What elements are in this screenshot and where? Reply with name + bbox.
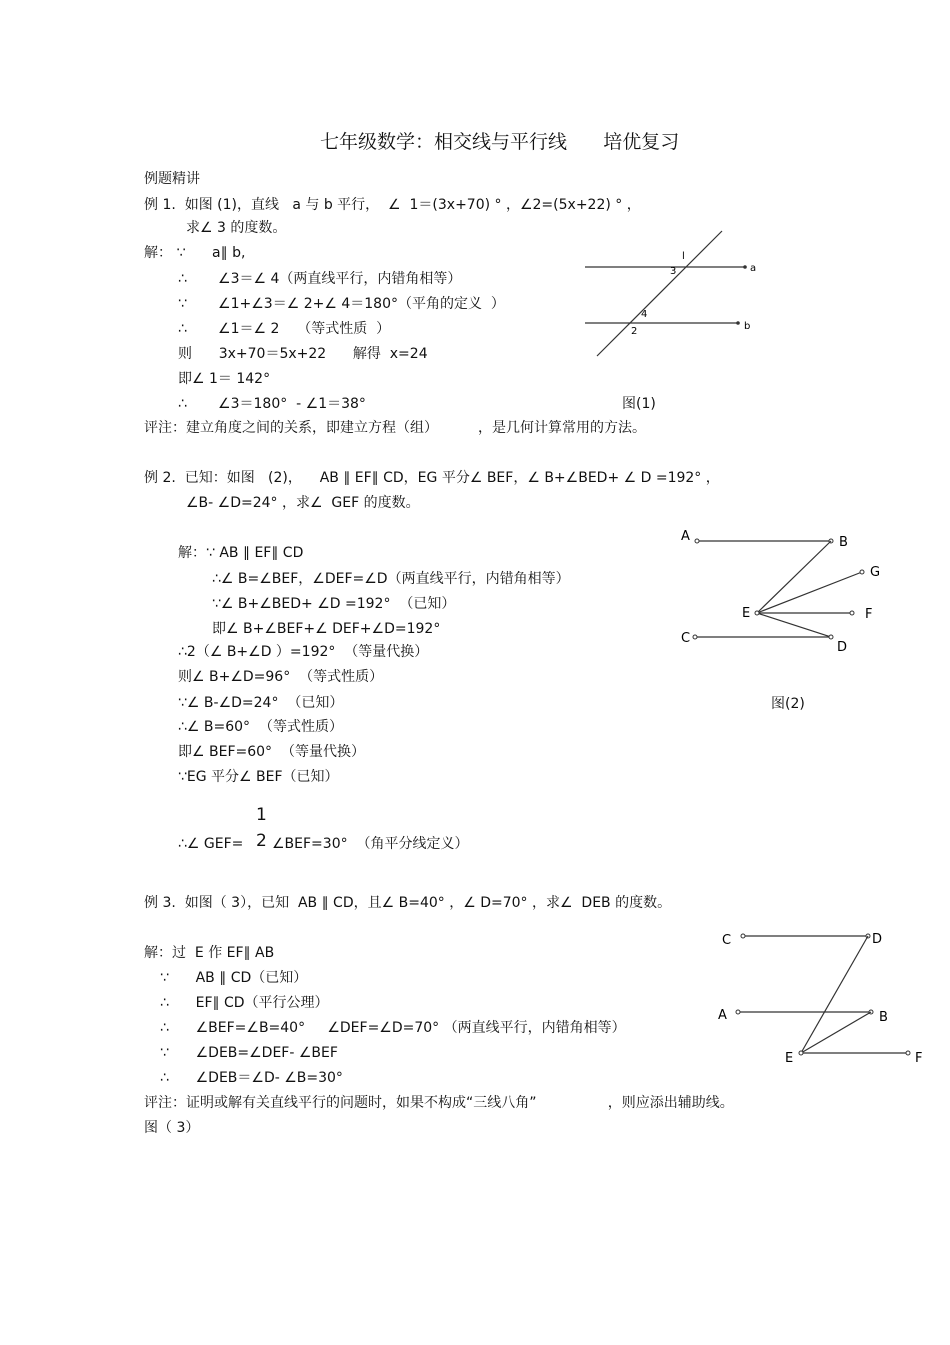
point-A-label: A xyxy=(718,1008,727,1023)
ex1-solution-line: ∵ ∠1+∠3＝∠ 2+∠ 4＝180°（平角的定义 ） xyxy=(178,296,505,312)
ex2-solution-line: ∵∠ B+∠BED+ ∠D =192° （已知） xyxy=(212,596,456,612)
point-D-label: D xyxy=(872,932,883,947)
figure-1 xyxy=(580,228,770,363)
point-F-label: F xyxy=(865,607,873,622)
ex2-solution-line: 即∠ B+∠BEF+∠ DEF+∠D=192° xyxy=(212,621,441,637)
fraction-bar xyxy=(252,826,268,827)
section-heading: 例题精讲 xyxy=(144,171,200,187)
angle-4-label: 4 xyxy=(641,309,648,320)
line-b-label: b xyxy=(744,321,751,332)
point-F-label: F xyxy=(915,1051,923,1066)
ex3-solution-line: ∴ ∠BEF=∠B=40° ∠DEF=∠D=70° （两直线平行，内错角相等） xyxy=(160,1020,626,1036)
ex2-gef-result: ∠BEF=30° （角平分线定义） xyxy=(272,836,469,852)
ex1-solution-line: 解： ∵ a∥ b, xyxy=(144,245,246,261)
point-E-label: E xyxy=(785,1051,794,1066)
ex2-solution-line: 则∠ B+∠D=96° （等式性质） xyxy=(178,669,384,685)
point-G-label: G xyxy=(870,565,881,580)
ex2-solution-line: ∴∠ B=∠BEF，∠DEF=∠D（两直线平行，内错角相等） xyxy=(212,571,570,587)
ex1-question-line2: 求∠ 3 的度数。 xyxy=(186,220,287,236)
point-A-label: A xyxy=(681,529,690,544)
ex2-solution-line: ∵EG 平分∠ BEF（已知） xyxy=(178,769,339,785)
figure-2 xyxy=(675,522,890,662)
line-a-label: a xyxy=(750,263,757,274)
page-title: 七年级数学：相交线与平行线 培优复习 xyxy=(320,131,680,153)
point-B-label: B xyxy=(839,535,848,550)
figure-2-caption: 图(2) xyxy=(771,696,805,712)
point-E-label: E xyxy=(742,606,751,621)
figure-3 xyxy=(712,922,937,1067)
ex3-solution-line: ∴ ∠DEB＝∠D- ∠B=30° xyxy=(160,1070,343,1086)
figure-3-caption: 图（ 3） xyxy=(144,1120,200,1136)
ex1-question-line1: 例 1. 如图 (1)，直线 a 与 b 平行， ∠ 1＝(3x+70) ° ，∠2=(5x+22) ° ， xyxy=(144,197,641,213)
ex3-solution-line: ∵ ∠DEB=∠DEF- ∠BEF xyxy=(160,1045,338,1061)
angle-2-label: 2 xyxy=(631,326,638,337)
ex2-solution-line: 解：∵ AB ∥ EF∥ CD xyxy=(178,545,304,561)
ex1-solution-line: 则 3x+70＝5x+22 解得 x=24 xyxy=(178,346,428,362)
ex3-solution-line: ∴ EF∥ CD（平行公理） xyxy=(160,995,329,1011)
figure-1-caption: 图(1) xyxy=(622,396,656,412)
ex2-solution-line: ∴∠ B=60° （等式性质） xyxy=(178,719,343,735)
ex2-question-line1: 例 2. 已知：如图 (2)， AB ∥ EF∥ CD，EG 平分∠ BEF，∠ B+∠BED+ ∠ D =192° ， xyxy=(144,470,720,486)
ex1-solution-line: ∴ ∠3＝∠ 4（两直线平行，内错角相等） xyxy=(178,271,462,287)
fraction-numerator: 1 xyxy=(256,805,267,825)
point-B-label: B xyxy=(879,1010,888,1025)
ex2-question-line2: ∠B- ∠D=24° ，求∠ GEF 的度数。 xyxy=(186,495,420,511)
ex2-solution-line: 即∠ BEF=60° （等量代换） xyxy=(178,744,365,760)
point-D-label: D xyxy=(837,640,848,655)
ex1-solution-line: ∴ ∠3＝180° - ∠1＝38° xyxy=(178,396,366,412)
ex2-gef-prefix: ∴∠ GEF= xyxy=(178,836,244,852)
ex1-solution-line: 即∠ 1＝ 142° xyxy=(178,371,271,387)
ex3-solution-line: 解：过 E 作 EF∥ AB xyxy=(144,945,275,961)
ex2-solution-line: ∴2（∠ B+∠D ）=192° （等量代换） xyxy=(178,644,429,660)
fraction-denominator: 2 xyxy=(256,831,267,851)
point-C-label: C xyxy=(681,631,691,646)
angle-3-label: 3 xyxy=(670,266,677,277)
point-C-label: C xyxy=(722,933,732,948)
ex2-solution-line: ∵∠ B-∠D=24° （已知） xyxy=(178,695,344,711)
ex3-solution-line: ∵ AB ∥ CD（已知） xyxy=(160,970,308,986)
ex3-question: 例 3. 如图（ 3），已知 AB ∥ CD，且∠ B=40° ，∠ D=70° ，求∠ DEB 的度数。 xyxy=(144,895,672,911)
line-l-label: l xyxy=(682,251,685,262)
ex1-solution-line: ∴ ∠1＝∠ 2 （等式性质 ） xyxy=(178,321,391,337)
ex1-comment: 评注：建立角度之间的关系，即建立方程（组） ，是几何计算常用的方法。 xyxy=(144,420,647,436)
ex3-comment: 评注：证明或解有关直线平行的问题时，如果不构成“三线八角” ，则应添出辅助线。 xyxy=(144,1095,734,1111)
